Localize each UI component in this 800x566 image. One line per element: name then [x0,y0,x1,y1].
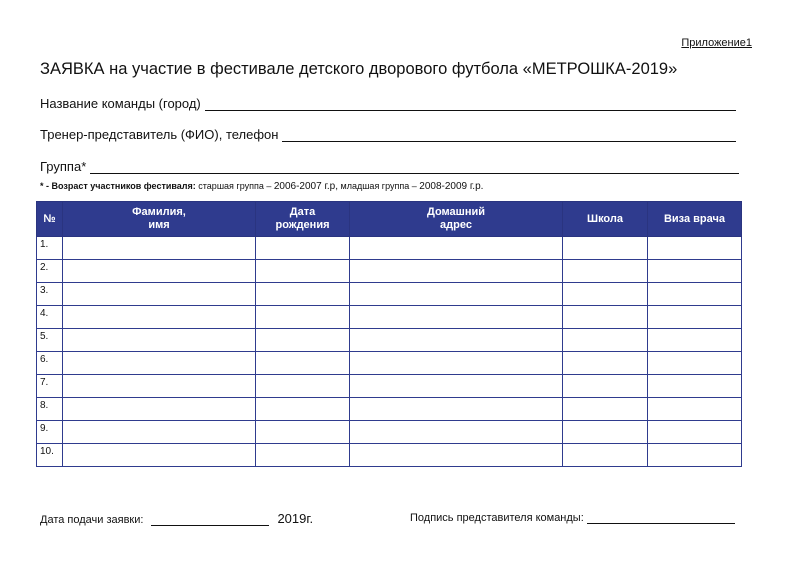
visa-cell[interactable] [648,421,742,444]
school-cell[interactable] [563,237,648,260]
date-year: 2019г. [277,511,314,526]
row-number: 1. [37,237,63,260]
name-cell[interactable] [63,375,256,398]
team-name-field[interactable] [40,96,736,111]
table-row [37,444,742,467]
school-cell[interactable] [563,421,648,444]
dob-cell[interactable] [256,398,350,421]
table-row [37,306,742,329]
dob-cell[interactable] [256,375,350,398]
header-address-line1: Домашний [427,206,485,218]
name-cell[interactable] [63,283,256,306]
signature-label: Подпись представителя команды: [410,512,584,524]
dob-cell[interactable] [256,329,350,352]
table-row [37,421,742,444]
age-note [40,181,483,192]
group-blank[interactable] [90,159,739,174]
dob-cell[interactable] [256,421,350,444]
name-cell[interactable] [63,398,256,421]
visa-cell[interactable] [648,444,742,467]
dob-cell[interactable] [256,444,350,467]
name-cell[interactable] [63,444,256,467]
appendix-label: Приложение1 [681,37,752,49]
address-cell[interactable] [350,421,563,444]
header-address [350,202,563,237]
table-row [37,352,742,375]
age-note-junior-years: 2008-2009 г.р. [419,181,484,192]
address-cell[interactable] [350,375,563,398]
header-num: № [37,202,63,237]
address-cell[interactable] [350,444,563,467]
header-address-line2: адрес [440,219,472,231]
coach-label: Тренер-представитель (ФИО), телефон [40,127,279,142]
row-number: 6. [37,352,63,375]
table-row [37,398,742,421]
visa-cell[interactable] [648,237,742,260]
row-number: 8. [37,398,63,421]
group-field[interactable] [40,159,739,174]
date-blank[interactable] [151,513,269,526]
table-row [37,283,742,306]
date-label: Дата подачи заявки: [40,514,144,526]
row-number: 5. [37,329,63,352]
header-visa: Виза врача [648,202,742,237]
name-cell[interactable] [63,421,256,444]
row-number: 3. [37,283,63,306]
dob-cell[interactable] [256,352,350,375]
school-cell[interactable] [563,398,648,421]
row-number: 7. [37,375,63,398]
group-label: Группа* [40,159,87,174]
header-name-line2: имя [148,219,170,231]
row-number: 10. [37,444,63,467]
header-school: Школа [563,202,648,237]
header-dob-line1: Дата [289,206,316,218]
dob-cell[interactable] [256,237,350,260]
visa-cell[interactable] [648,375,742,398]
age-note-senior-label: старшая группа – [195,181,274,191]
name-cell[interactable] [63,237,256,260]
school-cell[interactable] [563,306,648,329]
school-cell[interactable] [563,260,648,283]
header-dob-line2: рождения [275,219,330,231]
signature-blank[interactable] [587,511,735,524]
name-cell[interactable] [63,329,256,352]
visa-cell[interactable] [648,306,742,329]
row-number: 4. [37,306,63,329]
roster-table [36,201,742,467]
age-note-senior-years: 2006-2007 г.р, [273,181,339,192]
table-row [37,329,742,352]
row-number: 2. [37,260,63,283]
name-cell[interactable] [63,306,256,329]
visa-cell[interactable] [648,398,742,421]
name-cell[interactable] [63,352,256,375]
address-cell[interactable] [350,306,563,329]
coach-blank[interactable] [282,127,736,142]
header-name [63,202,256,237]
address-cell[interactable] [350,283,563,306]
school-cell[interactable] [563,375,648,398]
visa-cell[interactable] [648,260,742,283]
table-header-row [37,202,742,237]
address-cell[interactable] [350,398,563,421]
table-row [37,260,742,283]
visa-cell[interactable] [648,329,742,352]
submission-date [40,511,313,526]
school-cell[interactable] [563,352,648,375]
dob-cell[interactable] [256,260,350,283]
header-name-line1: Фамилия, [132,206,186,218]
coach-field[interactable] [40,127,736,142]
address-cell[interactable] [350,260,563,283]
team-name-label: Название команды (город) [40,96,201,111]
address-cell[interactable] [350,352,563,375]
age-note-junior-label: младшая группа – [338,181,420,191]
team-name-blank[interactable] [205,96,736,111]
visa-cell[interactable] [648,352,742,375]
table-row [37,237,742,260]
header-dob [256,202,350,237]
school-cell[interactable] [563,329,648,352]
form-title: ЗАЯВКА на участие в фестивале детского дворового футбола «МЕТРОШКА-2019» [40,60,678,78]
school-cell[interactable] [563,283,648,306]
representative-signature [410,511,735,524]
visa-cell[interactable] [648,283,742,306]
name-cell[interactable] [63,260,256,283]
address-cell[interactable] [350,237,563,260]
school-cell[interactable] [563,444,648,467]
table-row [37,375,742,398]
row-number: 9. [37,421,63,444]
dob-cell[interactable] [256,306,350,329]
age-note-prefix: * - Возраст участников фестиваля: [40,181,196,191]
dob-cell[interactable] [256,283,350,306]
address-cell[interactable] [350,329,563,352]
